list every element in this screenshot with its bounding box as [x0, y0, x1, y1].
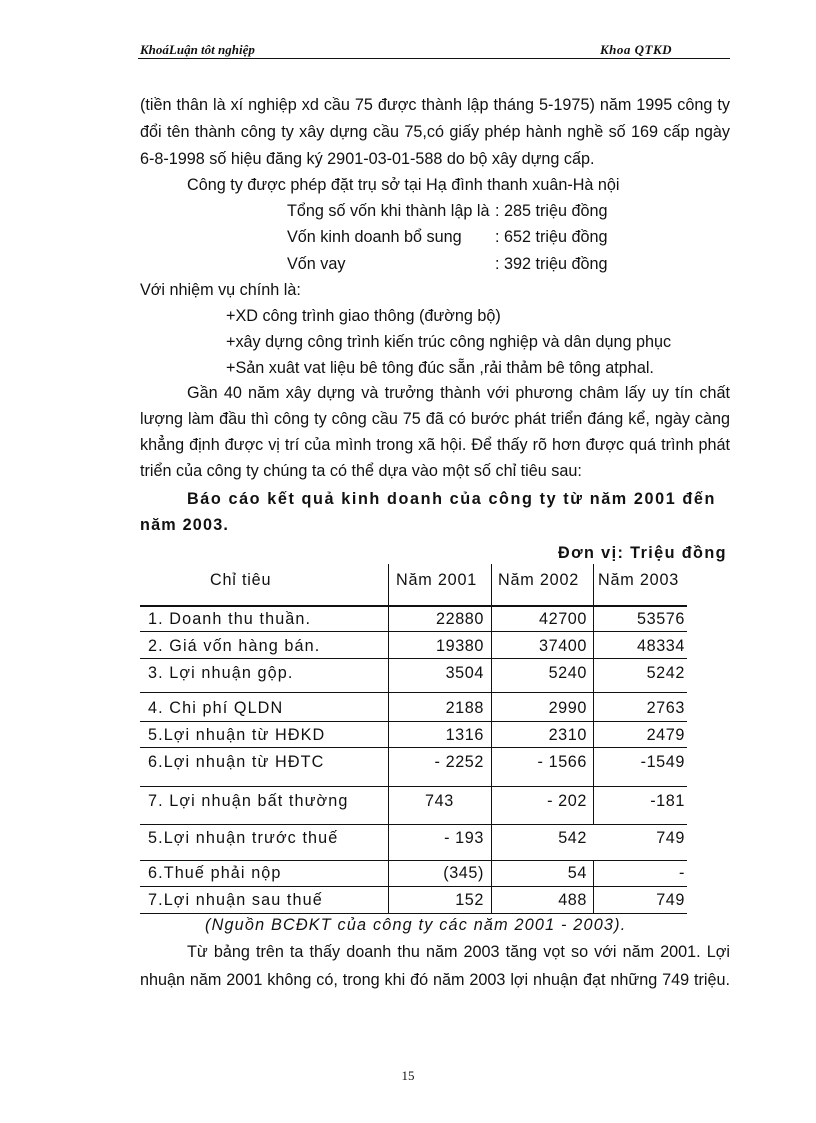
table-row-label: 5.Lợi nhuận trước thuế [148, 829, 339, 847]
header-cell: Năm 2001 [396, 571, 478, 589]
table-cell: 37400 [538, 637, 587, 655]
table-row-label: 6.Thuế phải nộp [148, 864, 282, 882]
table-title-cont: năm 2003. [140, 516, 230, 534]
table-cell: -1549 [640, 753, 685, 771]
table-cell: - 2252 [434, 753, 484, 771]
row-rule [140, 658, 687, 659]
row-rule [140, 786, 687, 787]
table-cell: 2310 [548, 726, 587, 744]
col-divider [593, 564, 594, 824]
table-row-label: 5.Lợi nhuận từ HĐKD [148, 726, 326, 744]
col-divider [491, 564, 492, 914]
capital-value: : 392 triệu đồng [495, 255, 608, 273]
table-cell: 743 [425, 792, 454, 810]
table-row-label: 6.Lợi nhuận từ HĐTC [148, 753, 325, 771]
row-rule [140, 605, 687, 607]
col-divider [593, 860, 594, 914]
row-rule [140, 631, 687, 632]
conclusion-line: Từ bảng trên ta thấy doanh thu năm 2003 tăng vọt so với năm 2001. Lợi [187, 943, 730, 961]
table-row-label: 7.Lợi nhuận sau thuế [148, 891, 323, 909]
page-number: 15 [401, 1068, 415, 1083]
paragraph-line: đổi tên thành công ty xây dựng cầu 75,có giấy phép hành nghề số 169 cấp ngày [140, 123, 730, 141]
paragraph-line: triển của công ty chúng ta có thể dựa vào một số chỉ tiêu sau: [140, 462, 582, 480]
table-row-label: 4. Chi phí QLDN [148, 699, 284, 717]
table-cell: - [679, 864, 685, 882]
header-right: Khoa QTKD [600, 42, 673, 57]
table-cell: 19380 [435, 637, 484, 655]
unit-label: Đơn vị: Triệu đồng [558, 544, 727, 562]
col-divider [388, 564, 389, 914]
results-table [140, 564, 687, 914]
duty-item: +XD công trình giao thông (đường bộ) [226, 307, 501, 325]
table-cell: 749 [656, 829, 685, 847]
table-cell: 5240 [548, 664, 587, 682]
capital-value: : 285 triệu đồng [495, 202, 608, 220]
row-rule [140, 886, 687, 887]
table-cell: 48334 [636, 637, 685, 655]
table-cell: 1316 [445, 726, 484, 744]
header-left: KhoáLuận tôt nghiệp [140, 42, 255, 57]
paragraph-line: Gần 40 năm xây dựng và trưởng thành với phương châm lấy uy tín chất [187, 384, 730, 402]
table-row-label: 3. Lợi nhuận gộp. [148, 664, 294, 682]
header-rule [138, 58, 730, 59]
table-cell: 2479 [646, 726, 685, 744]
header-cell: Chỉ tiêu [210, 571, 272, 589]
table-title: Báo cáo kết quả kinh doanh của công ty từ năm 2001 đến [187, 490, 716, 508]
paragraph-line: Công ty được phép đặt trụ sở tại Hạ đình thanh xuân-Hà nội [187, 176, 620, 194]
capital-label: Vốn vay [287, 255, 346, 273]
paragraph-line: lượng làm đầu thì công ty công cầu 75 đã có bước phát triển đáng kể, ngày càng [140, 410, 730, 428]
table-cell: 22880 [435, 610, 484, 628]
table-cell: 53576 [636, 610, 685, 628]
table-cell: -181 [650, 792, 685, 810]
header-cell: Năm 2002 [498, 571, 580, 589]
table-cell: 749 [656, 891, 685, 909]
table-row-label: 2. Giá vốn hàng bán. [148, 637, 321, 655]
table-cell: 2990 [548, 699, 587, 717]
table-row-label: 7. Lợi nhuận bất thường [148, 792, 349, 810]
table-cell: - 202 [547, 792, 587, 810]
row-rule [140, 692, 687, 693]
capital-label: Tổng số vốn khi thành lập là [287, 202, 490, 220]
table-cell: - 1566 [537, 753, 587, 771]
row-rule [140, 721, 687, 722]
table-cell: - 193 [444, 829, 484, 847]
table-cell: 54 [567, 864, 587, 882]
table-cell: 542 [558, 829, 587, 847]
duty-intro: Với nhiệm vụ chính là: [140, 281, 301, 299]
table-cell: 488 [558, 891, 587, 909]
table-cell: 2763 [646, 699, 685, 717]
table-cell: (345) [443, 864, 484, 882]
table-cell: 5242 [646, 664, 685, 682]
paragraph-line: 6-8-1998 số hiệu đăng ký 2901-03-01-588 do bộ xây dựng cấp. [140, 150, 595, 168]
table-cell: 2188 [445, 699, 484, 717]
table-source-note: (Nguồn BCĐKT của công ty các năm 2001 - 2003). [205, 916, 627, 934]
paragraph-line: (tiền thân là xí nghiệp xd cầu 75 được thành lập tháng 5-1975) năm 1995 công ty [140, 96, 730, 114]
row-rule [140, 913, 687, 914]
table-cell: 42700 [538, 610, 587, 628]
row-rule [140, 860, 687, 861]
row-rule [140, 824, 687, 825]
conclusion-line: nhuận năm 2001 không có, trong khi đó năm 2003 lợi nhuận đạt những 749 triệu. [140, 971, 730, 989]
duty-item: +xây dựng công trình kiến trúc công nghiệp và dân dụng phục [226, 333, 672, 351]
header-cell: Năm 2003 [598, 571, 680, 589]
row-rule [140, 747, 687, 748]
table-row-label: 1. Doanh thu thuần. [148, 610, 312, 628]
paragraph-line: khẳng định được vị trí của mình trong xã hội. Để thấy rõ hơn được quá trình phát [140, 436, 730, 454]
table-cell: 152 [455, 891, 484, 909]
capital-value: : 652 triệu đồng [495, 228, 608, 246]
capital-label: Vốn kinh doanh bổ sung [287, 228, 462, 246]
duty-item: +Sản xuât vat liệu bê tông đúc sẵn ,rải thảm bê tông atphal. [226, 359, 654, 377]
table-cell: 3504 [445, 664, 484, 682]
